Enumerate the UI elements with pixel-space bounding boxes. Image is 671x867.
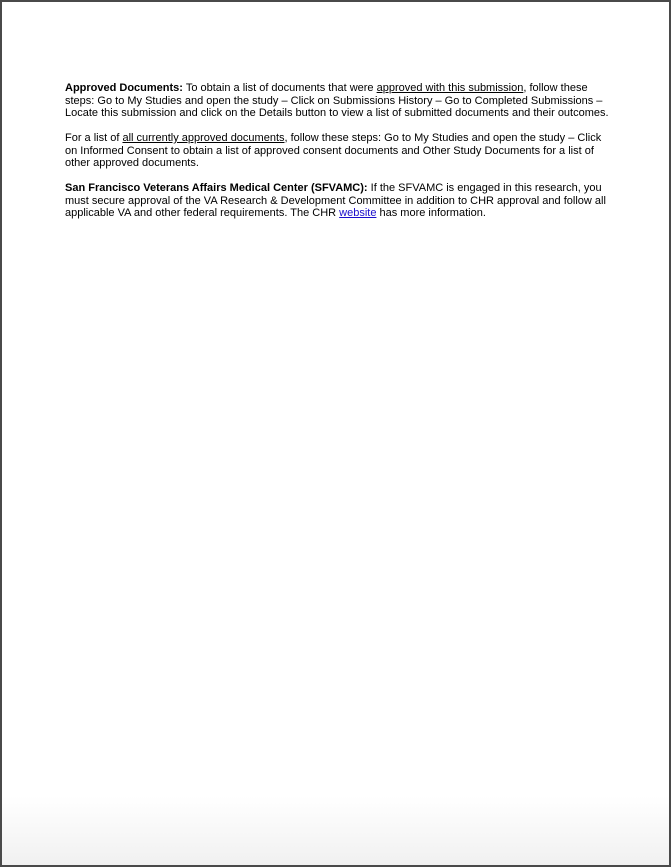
sfvamc-paragraph [65, 182, 610, 220]
approved-documents-text-after: , follow these steps: Go to My Studies and open the study – Click on Submissions History – Go to Completed Submissions – Locate this submission and click on the Details button to view a list of submitted documents and their outcomes. [65, 82, 609, 119]
currently-approved-paragraph [65, 132, 610, 170]
document-body [65, 82, 610, 232]
all-currently-approved-emphasis: all currently approved documents [122, 132, 285, 144]
approved-with-submission-emphasis: approved with this submission [376, 82, 524, 94]
approved-documents-text-before: To obtain a list of documents that were [182, 82, 377, 94]
chr-website-link[interactable]: website [339, 207, 377, 219]
approved-documents-paragraph [65, 82, 610, 120]
approved-documents-heading: Approved Documents: [65, 82, 183, 94]
sfvamc-text-after: has more information. [376, 207, 486, 219]
currently-approved-text-before: For a list of [65, 132, 123, 144]
sfvamc-text-before: If the SFVAMC is engaged in this research, you must secure approval of the VA Research & Development Committee in addition to CHR approval and follow all applicable VA and other federal requirements. The CHR [65, 182, 606, 219]
sfvamc-heading: San Francisco Veterans Affairs Medical Center (SFVAMC): [65, 182, 368, 194]
currently-approved-text-after: , follow these steps: Go to My Studies and open the study – Click on Informed Consent to obtain a list of approved consent documents and Other Study Documents for a list of other approved documents. [65, 132, 602, 169]
